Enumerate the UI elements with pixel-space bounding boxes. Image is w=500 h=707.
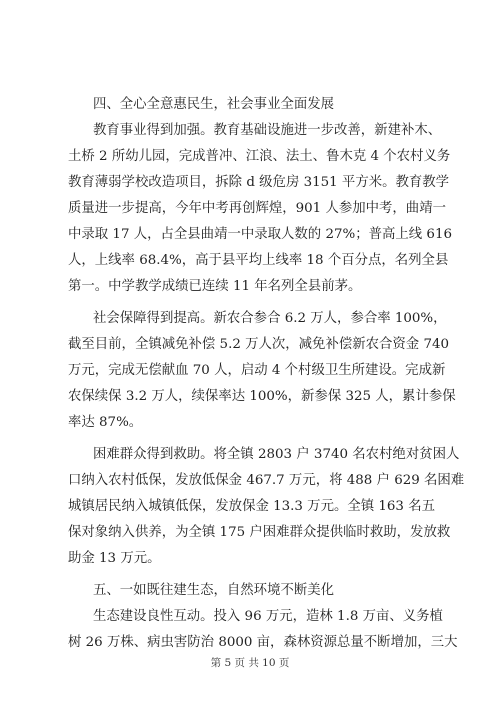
section-heading-4: 四、全心全意惠民生，社会事业全面发展	[93, 97, 335, 112]
page-footer: 第 5 页 共 10 页	[210, 657, 290, 669]
paragraph-social-security-line-1: 社会保障得到提高。新农合参合 6.2 万人，参合率 100%，	[93, 311, 447, 326]
paragraph-relief-line-2: 口纳入农村低保，发放低保金 467.7 万元，将 488 户 629 名困难	[68, 473, 465, 488]
section-heading-5: 五、一如既往建生态，自然环境不断美化	[93, 583, 335, 598]
paragraph-education-line-7: 第一。中学教学成绩已连续 11 年名列全县前茅。	[68, 279, 362, 294]
paragraph-education-line-3: 教育薄弱学校改造项目，拆除 d 级危房 3151 平方米。教育教学	[68, 175, 450, 190]
paragraph-education-line-4: 质量进一步提高，今年中考再创辉煌，901 人参加中考，曲靖一	[68, 201, 446, 216]
paragraph-social-security-line-4: 农保续保 3.2 万人，续保率达 100%，新参保 325 人，累计参保	[68, 389, 456, 404]
paragraph-social-security-line-2: 截至目前，全镇减免补偿 5.2 万人次，减免补偿新农合资金 740	[68, 337, 449, 352]
paragraph-ecology-line-2: 树 26 万株、病虫害防治 8000 亩，森林资源总量不断增加，三大	[68, 635, 458, 650]
paragraph-education-line-6: 人，上线率 68.4%，高于县平均上线率 18 个百分点，名列全县	[68, 253, 449, 268]
paragraph-relief-line-1: 困难群众得到救助。将全镇 2803 户 3740 名农村绝对贫困人	[93, 447, 460, 462]
paragraph-education-line-5: 中录取 17 人，占全县曲靖一中录取人数的 27%；普高上线 616	[68, 227, 452, 242]
paragraph-education-line-1: 教育事业得到加强。教育基础设施进一步改善，新建补木、	[93, 123, 442, 138]
paragraph-relief-line-4: 保对象纳入供养，为全镇 175 户困难群众提供临时救助，发放救	[68, 525, 451, 540]
paragraph-social-security-line-3: 万元，完成无偿献血 70 人，启动 4 个村级卫生所建设。完成新	[68, 363, 446, 378]
paragraph-ecology-line-1: 生态建设良性互动。投入 96 万元，造林 1.8 万亩、义务植	[93, 609, 443, 624]
paragraph-relief-line-3: 城镇居民纳入城镇低保，发放保金 13.3 万元。全镇 163 名五	[68, 499, 435, 514]
document-body	[68, 92, 465, 656]
paragraph-social-security-line-5: 率达 87%。	[68, 415, 143, 430]
paragraph-education-line-2: 土桥 2 所幼儿园，完成普冲、江浪、法土、鲁木克 4 个农村义务	[68, 149, 451, 164]
paragraph-relief-line-5: 助金 13 万元。	[68, 551, 161, 566]
